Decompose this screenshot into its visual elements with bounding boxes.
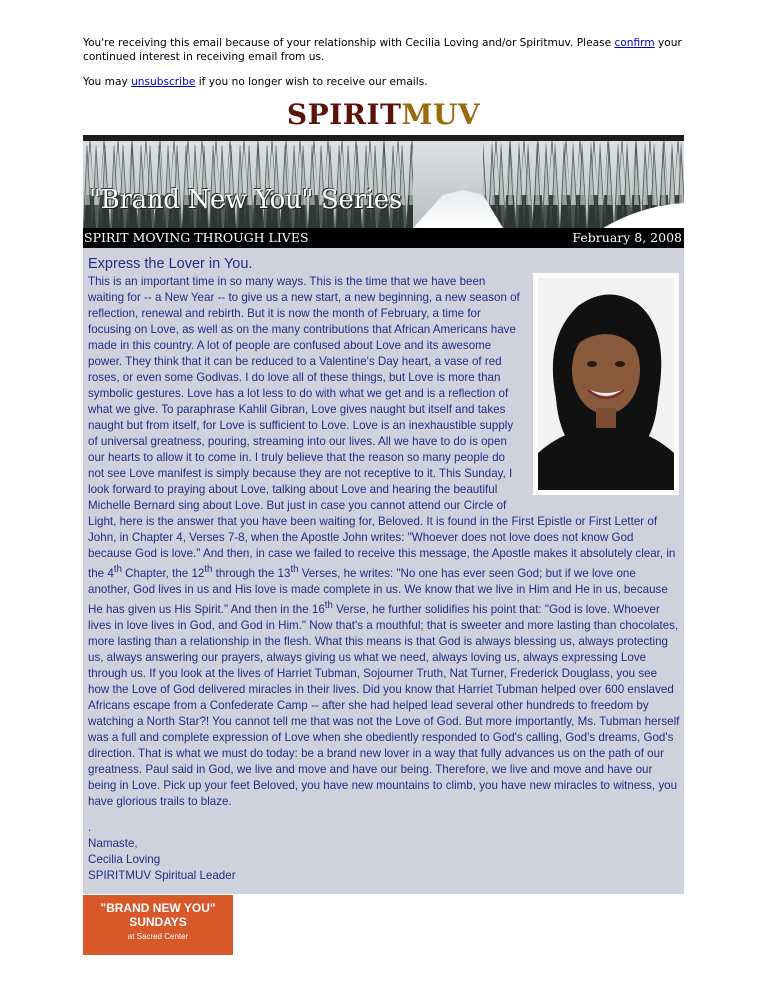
logo-part-muv: MUV <box>401 98 481 131</box>
confirm-link[interactable]: confirm <box>614 37 655 49</box>
notice-text: You're receiving this email because of your relationship with Cecilia Loving and/or Spiritmuv. Please <box>83 37 615 49</box>
text-segment-5: Verse, he further solidifies his point that: "God is love. Whoever lives in love lives in God, and God in Him." Now that's a mouthful; that is sweeter and more lasting than chocolates, more lasting than a relationship in the flesh. What this means is that God is always blessing us, always protecting us, always answering our prayers, always giving us what we need, always loving us, always expressing Love through us. If you look at the lives of Harriet Tubman, Sojourner Truth, Nat Turner, Frederick Douglass, you see how the Love of God delivered miracles in their lives. Did you know that Harriet Tubman helped over 600 enslaved Africans escape from a Confederate Camp -- after she had helped lead several other hundreds to freedom by watching a North Star?! You cannot tell me that was not the Love of God. But more importantly, Ms. Tubman herself was a full and complete expression of Love when she obediently responded to God's calling, God's dreams, God's direction. That is what we must do today: be a brand new lover in a way that fully advances us on the path of our greatness. Paul said in God, we live and move and have our being. Therefore, we live and move and have our being in Love. Pick up your feet Beloved, you have new mountains to climb, you have new miracles to witness, you have glorious trails to blaze. <box>88 602 680 808</box>
issue-date: February 8, 2008 <box>572 230 682 245</box>
author-role: SPIRITMUV Spiritual Leader <box>88 869 236 882</box>
ordinal-suffix-2: th <box>204 564 213 575</box>
series-banner <box>83 135 684 228</box>
author-name: Cecilia Loving <box>88 853 161 866</box>
text-segment-2: Chapter, the 12 <box>121 566 205 580</box>
article-heading: Express the Lover in You. <box>88 256 253 272</box>
notice-text-end: your continued interest in receiving email from us. <box>83 37 682 63</box>
badge-line-1: "BRAND NEW YOU" <box>100 901 216 915</box>
ordinal-suffix-1: th <box>113 564 122 575</box>
photo-spacer <box>522 274 680 500</box>
text-segment-4: Verses, he writes: "No one has ever seen God; but if we love one another, God lives in us and His love is made complete in us. We know that we live in Him and He in us, because He has given us His Spirit." And then in the 16 <box>88 566 668 616</box>
relationship-notice <box>83 36 683 64</box>
series-title: "Brand New You" Series <box>89 185 402 215</box>
tagline-bar <box>83 228 684 248</box>
preheader-notice <box>83 36 683 89</box>
unsubscribe-text-end: if you no longer wish to receive our emails. <box>195 76 428 88</box>
closing-greeting: Namaste, <box>88 837 138 850</box>
logo-part-spirit: SPIRIT <box>286 98 402 131</box>
article-body <box>83 248 684 894</box>
badge-line-3: at Sacred Center <box>127 932 189 941</box>
unsubscribe-link[interactable]: unsubscribe <box>131 76 196 88</box>
unsubscribe-text: You may <box>83 76 132 88</box>
unsubscribe-notice <box>83 75 683 89</box>
ordinal-suffix-3: th <box>290 564 299 575</box>
ordinal-suffix-4: th <box>324 599 333 611</box>
spiritmuv-logo <box>83 98 684 131</box>
brand-new-you-sundays-button[interactable] <box>83 895 233 955</box>
text-segment-1: This is an important time in so many ways. This is the time that we have been waiting for -- a New Year -- to give us a new start, a new beginning, a new season of reflection, renewal and rebirth. But it is now the month of February, a time for focusing on Love, as well as on the many contributions that African Americans have made in this country. A lot of people are confused about Love and its awesome power. They think that it can be reduced to a Valentine's Day heart, a vase of red roses, or even some Godivas. I do love all of these things, but Love is more than symbolic gestures. Love has a lot less to do with what we get and is a reflection of what we give. To paraphrase Kahlil Gibran, Love gives naught but itself and takes naught but from itself, for Love is sufficient to Love. Love is an inexhaustible supply of universal greatness, pouring, streaming into our lives. All we have to do is open our hearts to allow it to come in. I truly believe that the reason so many people do not see Love manifest is simply because they are not receptive to it. This Sunday, I look forward to praying about Love, talking about Love and hearing the beautiful Michelle Bernard sing about Love. But just in case you cannot attend our Circle of Light, here is the answer that you have been waiting for, Beloved. It is found in the First Epistle or First Letter of John, in Chapter 4, Verses 7-8, when the Apostle John writes: "Whoever does not love does not know God because God is love." And then, in case we failed to receive this message, the Apostle makes it absolutely clear, in the 4 <box>88 275 676 580</box>
article-text <box>88 274 680 810</box>
signature-block <box>88 820 236 884</box>
badge-line-2: SUNDAYS <box>129 915 187 929</box>
tagline-text: SPIRIT MOVING THROUGH LIVES <box>84 230 309 245</box>
separator-dot: . <box>88 821 92 834</box>
text-segment-3: through the 13 <box>212 566 291 580</box>
